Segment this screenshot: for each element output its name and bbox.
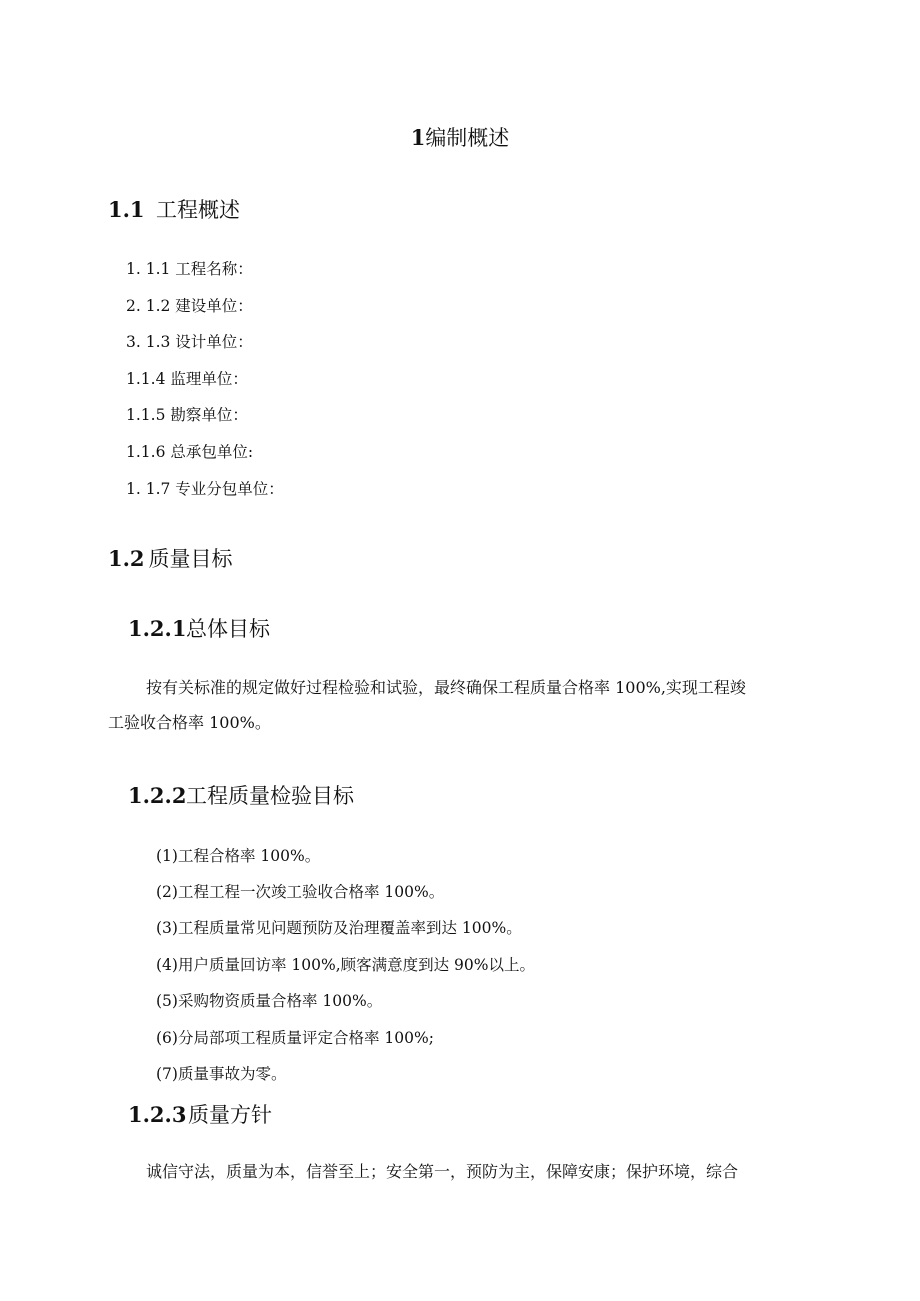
section-title: 工程概述 [156,198,240,222]
paragraph-line: 按有关标准的规定做好过程检验和试验，最终确保工程质量合格率 100%,实现工程竣 [146,678,746,697]
list-item: 1.1.4 监理单位： [126,370,248,388]
list-item: 1. 1.7 专业分包单位： [126,480,284,498]
subsection-heading-1-2-3 [128,1099,272,1129]
document-title [0,122,920,152]
list-item: (7)质量事故为零。 [156,1065,287,1083]
list-item: 3. 1.3 设计单位： [126,333,253,351]
subsection-title: 质量方针 [188,1103,272,1127]
list-item: (2)工程工程一次竣工验收合格率 100%。 [156,883,445,901]
subsection-title: 总体目标 [186,617,270,641]
title-number: 1 [410,125,426,150]
list-item: (1)工程合格率 100%。 [156,847,321,865]
paragraph-line: 工验收合格率 100%。 [108,713,271,732]
title-text: 编制概述 [425,126,510,150]
list-item: (6)分局部项工程质量评定合格率 100%; [156,1029,434,1047]
subsection-number: 1.2.3 [128,1102,187,1127]
section-number: 1.1 [108,197,145,222]
section-heading-1-2 [108,543,233,573]
list-item: 1. 1.1 工程名称： [126,260,253,278]
list-item: (3)工程质量常见问题预防及治理覆盖率到达 100%。 [156,919,522,937]
subsection-number: 1.2.2 [128,783,187,808]
section-heading-1-1 [108,194,240,224]
section-title: 质量目标 [148,547,233,571]
list-item: 2. 1.2 建设单位： [126,297,253,315]
subsection-heading-1-2-1 [128,613,270,643]
list-item: (5)采购物资质量合格率 100%。 [156,992,383,1010]
section-number: 1.2 [108,546,145,571]
subsection-heading-1-2-2 [128,780,354,810]
list-item: 1.1.6 总承包单位: [126,443,254,461]
list-item: 1.1.5 勘察单位： [126,406,248,424]
subsection-title: 工程质量检验目标 [186,784,354,808]
paragraph-line: 诚信守法，质量为本，信誉至上；安全第一，预防为主，保障安康；保护环境，综合 [146,1162,739,1181]
subsection-number: 1.2.1 [128,616,187,641]
list-item: (4)用户质量回访率 100%,顾客满意度到达 90%以上。 [156,956,536,974]
